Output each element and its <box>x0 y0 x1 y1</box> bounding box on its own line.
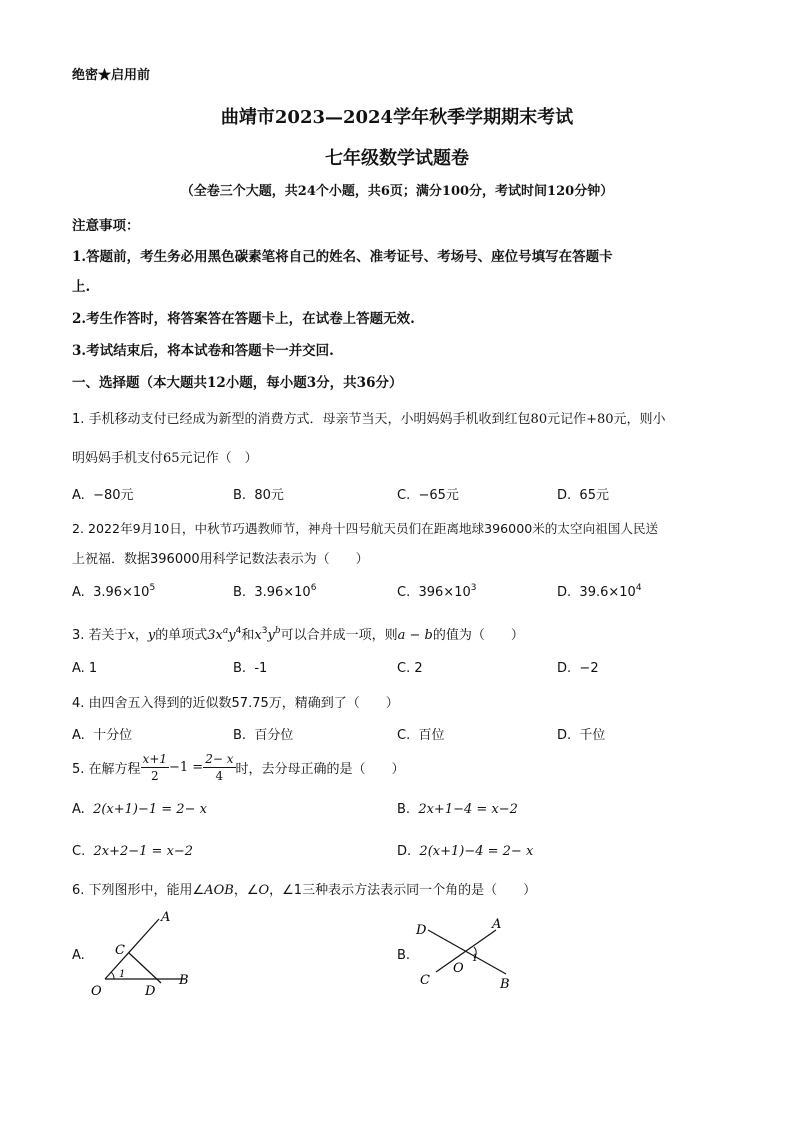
question-2-line-2: 上祝福．数据396000用科学记数法表示为（ ） <box>72 552 369 567</box>
q5-option-d[interactable]: D. 2(x+1)−4 = 2− x <box>397 844 534 859</box>
q2-option-a[interactable]: A. $3.96\times 10^5$ <box>72 583 156 600</box>
question-4: 4. 由四舍五入得到的近似数57.75万，精确到了（ ） <box>72 696 399 711</box>
q6-figure-a <box>85 905 205 1000</box>
question-2-line-1: 2. 2022年9月10日，中秋节巧遇教师节，神舟十四号航天员们在距离地球396000米的太空向祖国人民送 <box>72 521 659 536</box>
q6-option-a-label[interactable]: A. <box>72 948 85 963</box>
q5-option-c[interactable]: C. 2x+2−1 = x−2 <box>72 844 194 859</box>
note-3: 3.考试结束后，将本试卷和答题卡一并交回. <box>72 343 334 359</box>
line-ca <box>436 930 496 972</box>
question-6: 6. 下列图形中，能用∠AOB，∠O，∠1三种表示方法表示同一个角的是（ ） <box>72 883 537 898</box>
q1-option-d[interactable]: D. 65元 <box>557 488 609 503</box>
q6-figure-b <box>410 910 525 995</box>
svg-text:1: 1 <box>472 953 479 964</box>
svg-text:O: O <box>91 984 102 999</box>
q4-option-a[interactable]: A. 十分位 <box>72 728 133 743</box>
q2-option-d[interactable]: D. $39.6\times 10^4$ <box>557 583 642 600</box>
fraction-right: $\frac{2- x}{4}$ <box>205 752 234 783</box>
note-1: 1.答题前，考生务必用黑色碳素笔将自己的姓名、准考证号、考场号、座位号填写在答题卡 <box>72 249 613 265</box>
q1-option-c[interactable]: C. −65元 <box>397 488 459 503</box>
q1-option-b[interactable]: B. 80元 <box>233 488 284 503</box>
svg-text:D: D <box>416 923 427 938</box>
angle-arc <box>111 972 114 979</box>
q5-option-a[interactable]: A. 2(x+1)−1 = 2− x <box>72 802 207 817</box>
question-1-line-1: 1. 手机移动支付已经成为新型的消费方式．母亲节当天，小明妈妈手机收到红包80元记作+80元，则小 <box>72 412 666 427</box>
svg-text:C: C <box>115 943 125 958</box>
note-1-cont: 上. <box>72 279 91 295</box>
q3-option-a[interactable]: A. 1 <box>72 661 98 676</box>
exam-subtitle: 七年级数学试题卷 <box>325 148 469 169</box>
svg-text:D: D <box>145 984 156 999</box>
svg-text:O: O <box>453 961 464 976</box>
note-2: 2.考生作答时，将答案答在答题卡上，在试卷上答题无效. <box>72 311 415 327</box>
svg-text:C: C <box>420 973 430 988</box>
question-5: 5. 在解方程 $\frac{x+1}{2}$ −1 = $\frac{2- x}{4}$ 时，去分母正确的是（ ） <box>72 752 405 783</box>
exam-info: （全卷三个大题，共24个小题，共6页；满分100分，考试时间120分钟） <box>180 184 614 199</box>
exam-title: 曲靖市2023—2024学年秋季学期期末考试 <box>220 107 574 128</box>
confidential-mark: 绝密★启用前 <box>72 68 151 83</box>
q4-option-b[interactable]: B. 百分位 <box>233 728 294 743</box>
q4-option-d[interactable]: D. 千位 <box>557 728 606 743</box>
q3-option-b[interactable]: B. -1 <box>233 661 268 676</box>
svg-text:A: A <box>492 917 502 932</box>
section-heading: 一、选择题（本大题共12小题，每小题3分，共36分） <box>72 375 403 391</box>
q3-option-c[interactable]: C. 2 <box>397 661 423 676</box>
line-db <box>428 930 506 974</box>
q5-option-b[interactable]: B. 2x+1−4 = x−2 <box>397 802 518 817</box>
q2-option-c[interactable]: C. $396\times 10^3$ <box>397 583 477 600</box>
q6-option-b-label[interactable]: B. <box>397 948 411 963</box>
q2-option-b[interactable]: B. $3.96\times 10^6$ <box>233 583 317 600</box>
question-1-line-2: 明妈妈手机支付65元记作（ ） <box>72 451 258 466</box>
q4-option-c[interactable]: C. 百位 <box>397 728 445 743</box>
svg-text:B: B <box>179 973 189 988</box>
q3-option-d[interactable]: D. −2 <box>557 661 599 676</box>
notes-heading: 注意事项： <box>72 218 140 234</box>
question-3: 3. 若关于x，y的单项式$3x^ay^4$和$x^3y^b$可以合并成一项，则a − b的值为（ ） <box>72 626 524 643</box>
svg-text:1: 1 <box>119 969 126 980</box>
q1-option-a[interactable]: A. −80元 <box>72 488 134 503</box>
svg-text:A: A <box>161 910 171 925</box>
fraction-left: $\frac{x+1}{2}$ <box>142 752 168 783</box>
svg-text:B: B <box>500 977 510 992</box>
ray-oa <box>105 919 159 979</box>
